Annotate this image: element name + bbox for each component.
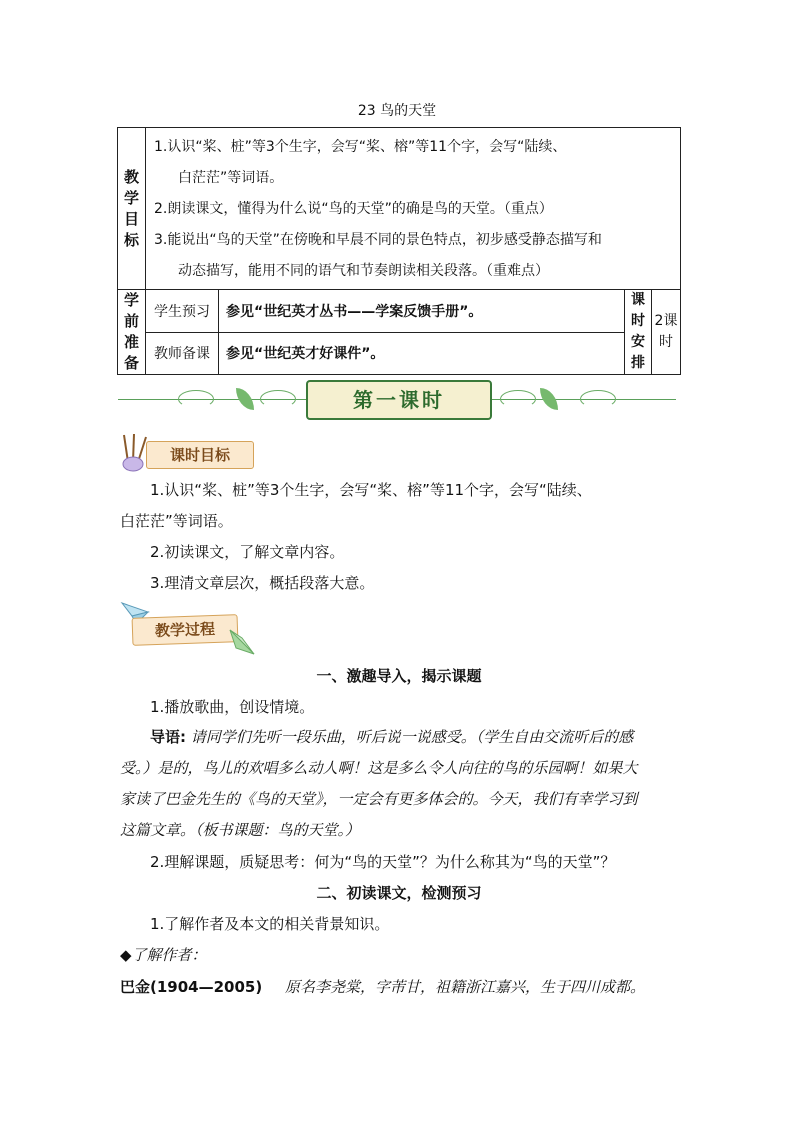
step-understand-title: 2.理解课题，质疑思考：何为“鸟的天堂”？为什么称其为“鸟的天堂”？ [150, 853, 616, 871]
author-text: 原名李尧棠，字芾甘，祖籍浙江嘉兴，生于四川成都。 [285, 978, 646, 996]
author-label: ◆了解作者： [120, 946, 207, 964]
banner-title: 第一课时 [306, 380, 492, 420]
student-prep-label: 学生预习 [146, 290, 219, 333]
lesson-info-table [117, 127, 681, 375]
student-prep-ref: 参见“世纪英才丛书——学案反馈手册”。 [219, 290, 625, 333]
goal-line: 3.能说出“鸟的天堂”在傍晚和早晨不同的景色特点，初步感受静态描写和 [154, 232, 602, 248]
goal-line: 白茫茫”等词语。 [178, 170, 284, 186]
author-name: 巴金(1904—2005) [120, 978, 263, 996]
leaf-icon [540, 388, 558, 410]
step-author-background: 1.了解作者及本文的相关背景知识。 [150, 915, 390, 933]
schedule-value: 2课时 [652, 290, 681, 375]
teaching-process-tag: 教学过程 [132, 614, 239, 646]
goal-line: 2.初读课文，了解文章内容。 [150, 543, 345, 561]
goal-line: 白茫茫”等词语。 [120, 512, 233, 530]
heading-intro: 一、激趣导入，揭示课题 [316, 667, 482, 685]
guide-text: 受。）是的，鸟儿的欢唱多么动人啊！这是多么令人向往的鸟的乐园啊！如果大 [120, 759, 638, 777]
first-lesson-banner [118, 378, 676, 418]
goal-line: 1.认识“桨、桩”等3个生字，会写“桨、榕”等11个字，会写“陆续、 [154, 139, 567, 155]
paper-plane-icon [228, 626, 256, 658]
swirl-ornament-icon [500, 390, 536, 408]
goals-cell [146, 128, 681, 290]
step-play-song: 1.播放歌曲，创设情境。 [150, 698, 315, 716]
author-paragraph [120, 972, 678, 1003]
guide-text: 请同学们先听一段乐曲，听后说一说感受。（学生自由交流听后的感 [186, 728, 634, 746]
guide-paragraph [120, 722, 678, 846]
guide-label: 导语: [150, 728, 186, 746]
guide-text: 家读了巴金先生的《鸟的天堂》，一定会有更多体会的。今天，我们有幸学习到 [120, 790, 638, 808]
goal-line: 3.理清文章层次，概括段落大意。 [150, 574, 375, 592]
swirl-ornament-icon [178, 390, 214, 408]
leaf-icon [236, 388, 254, 410]
schedule-header: 课时安排 [625, 290, 652, 375]
teacher-prep-ref: 参见“世纪英才好课件”。 [219, 332, 625, 375]
swirl-ornament-icon [260, 390, 296, 408]
heading-preview: 二、初读课文，检测预习 [316, 884, 482, 902]
lesson-goals-text [120, 475, 678, 599]
lesson-goals-tag: 课时目标 [146, 441, 254, 469]
lesson-title: 23 鸟的天堂 [357, 103, 437, 119]
swirl-ornament-icon [580, 390, 616, 408]
goal-line: 动态描写，能用不同的语气和节奏朗读相关段落。（重难点） [178, 263, 549, 279]
goals-header: 教学目标 [118, 128, 146, 290]
goal-line: 1.认识“桨、桩”等3个生字，会写“桨、榕”等11个字，会写“陆续、 [150, 481, 592, 499]
prep-header: 学前准备 [118, 290, 146, 375]
teacher-prep-label: 教师备课 [146, 332, 219, 375]
goal-line: 2.朗读课文，懂得为什么说“鸟的天堂”的确是鸟的天堂。（重点） [154, 201, 553, 217]
guide-text: 这篇文章。（板书课题：鸟的天堂。） [120, 821, 361, 839]
